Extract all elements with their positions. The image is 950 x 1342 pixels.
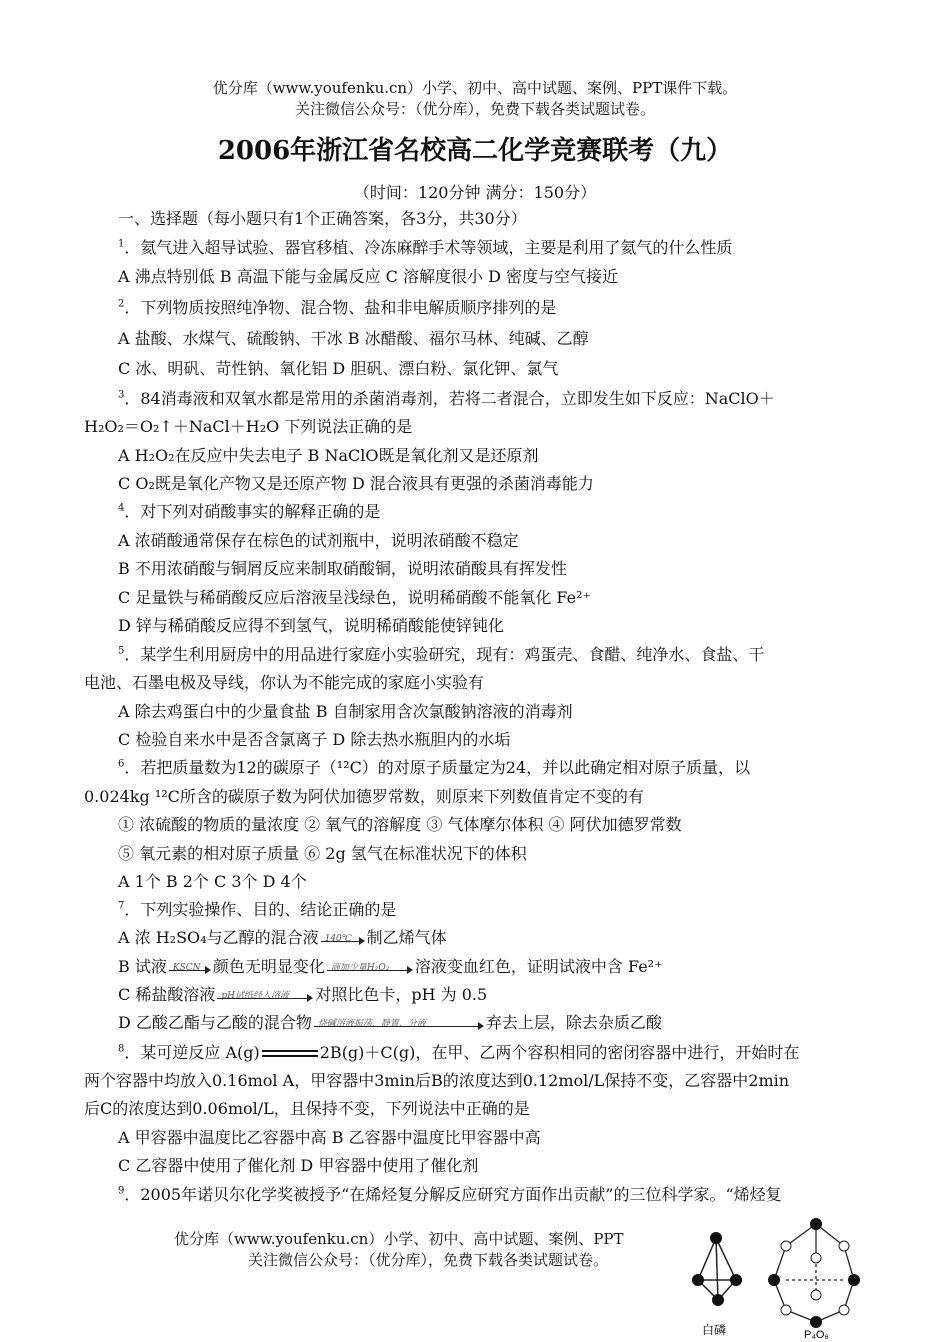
question-3: $^3$．84消毒液和双氧水都是常用的杀菌消毒剂，若将二者混合，立即发生如下反应：NaClO＋ [118, 389, 775, 408]
figure-label-p4o6: P₄O₆ [804, 1329, 829, 1340]
question-2-options-cd: C 冰、明矾、苛性钠、氧化铝 D 胆矾、漂白粉、氯化钾、氯气 [118, 359, 559, 378]
question-1: $^1$．氦气进入超导试验、器官移植、冷冻麻醉手术等领域，主要是利用了氦气的什么性质 [118, 238, 733, 257]
reaction-arrow: KSCN [169, 960, 211, 976]
reaction-arrow: pH试纸经入溶液 [217, 988, 313, 1004]
question-6-options: A 1个 B 2个 C 3个 D 4个 [118, 872, 307, 891]
question-5-options-cd: C 检验自来水中是否含氯离子 D 除去热水瓶胆内的水垢 [118, 730, 511, 749]
question-8-cont-1: 两个容器中均放入0.16mol A，甲容器中3min后B的浓度达到0.12mol/L保持不变，乙容器中2min [84, 1071, 790, 1090]
question-8: $^8$．某可逆反应 A(g) 2B(g)＋C(g)，在甲、乙两个容积相同的密闭容器中进行，开始时在 [118, 1043, 800, 1062]
question-3-options-ab: A H₂O₂在反应中失去电子 B NaClO既是氧化剂又是还原剂 [118, 446, 539, 465]
section-heading: 一、选择题（每小题只有1个正确答案，各3分，共30分） [118, 209, 527, 228]
question-7-option-b: B 试液 KSCN 颜色无明显变化 滴加少量H₂O₂ 溶液变血红色，证明试液中含 Fe²⁺ [118, 957, 663, 976]
header-line-2: 关注微信公众号：（优分库），免费下载各类试题试卷。 [294, 100, 655, 118]
white-phosphorus-structure [698, 1238, 736, 1300]
question-7-option-c: C 稀盐酸溶液 pH试纸经入溶液 对照比色卡，pH 为 0.5 [118, 985, 488, 1004]
question-4-option-b: B 不用浓硝酸与铜屑反应来制取硝酸铜，说明浓硝酸具有挥发性 [118, 559, 567, 578]
question-5-cont: 电池、石墨电极及导线，你认为不能完成的家庭小实验有 [84, 673, 485, 692]
question-9: $^9$．2005年诺贝尔化学奖被授予“在烯烃复分解反应研究方面作出贡献”的三位科学家。“烯烃复 [118, 1185, 782, 1204]
question-5-options-ab: A 除去鸡蛋白中的少量食盐 B 自制家用含次氯酸钠溶液的消毒剂 [118, 702, 573, 721]
reaction-arrow: 140℃ [321, 931, 365, 947]
footer-line-1: 优分库（www.youfenku.cn）小学、初中、高中试题、案例、PPT [174, 1230, 624, 1248]
question-6-items-1: ① 浓硫酸的物质的量浓度 ② 氧气的溶解度 ③ 气体摩尔体积 ④ 阿伏加德罗常数 [118, 815, 682, 834]
p4o6-atoms [768, 1218, 860, 1328]
question-4: $^4$．对下列对硝酸事实的解释正确的是 [118, 502, 381, 521]
question-4-option-a: A 浓硝酸通常保存在棕色的试剂瓶中，说明浓硝酸不稳定 [118, 531, 519, 550]
question-7: $^7$．下列实验操作、目的、结论正确的是 [118, 900, 397, 919]
exam-subtitle: （时间：120分钟 满分：150分） [353, 183, 597, 202]
question-8-options-ab: A 甲容器中温度比乙容器中高 B 乙容器中温度比甲容器中高 [118, 1128, 541, 1147]
equilibrium-arrow [262, 1047, 318, 1061]
question-3-options-cd: C O₂既是氧化产物又是还原产物 D 混合液具有更强的杀菌消毒能力 [118, 474, 594, 493]
question-6-items-2: ⑤ 氧元素的相对原子质量 ⑥ 2g 氢气在标准状况下的体积 [118, 844, 527, 863]
footer-line-2: 关注微信公众号：（优分库），免费下载各类试题试卷。 [248, 1251, 609, 1269]
question-4-option-c: C 足量铁与稀硝酸反应后溶液呈浅绿色，说明稀硝酸不能氧化 Fe²⁺ [118, 588, 591, 607]
question-6-cont: 0.024kg ¹²C所含的碳原子数为阿伏加德罗常数，则原来下列数值肯定不变的有 [84, 787, 644, 806]
molecule-figure [686, 1210, 876, 1340]
question-8-options-cd: C 乙容器中使用了催化剂 D 甲容器中使用了催化剂 [118, 1156, 479, 1175]
figure-label-white-phosphorus: 白磷 [702, 1323, 727, 1337]
question-5: $^5$．某学生利用厨房中的用品进行家庭小实验研究，现有：鸡蛋壳、食醋、纯净水、食盐、干 [118, 645, 765, 664]
reaction-arrow: 烧碱溶液振荡、静置、分液 [314, 1016, 484, 1032]
reaction-arrow: 滴加少量H₂O₂ [327, 960, 413, 976]
question-7-option-a: A 浓 H₂SO₄与乙醇的混合液 140℃ 制乙烯气体 [118, 928, 447, 947]
header-line-1: 优分库（www.youfenku.cn）小学、初中、高中试题、案例、PPT课件下载。 [212, 79, 738, 97]
question-7-option-d: D 乙酸乙酯与乙酸的混合物 烧碱溶液振荡、静置、分液 弃去上层，除去杂质乙酸 [118, 1013, 662, 1032]
question-8-cont-2: 后C的浓度达到0.06mol/L，且保持不变，下列说法中正确的是 [84, 1099, 530, 1118]
question-6: $^6$．若把质量数为12的碳原子（¹²C）的对原子质量定为24，并以此确定相对原子质量，以 [118, 758, 751, 777]
question-4-option-d: D 锌与稀硝酸反应得不到氢气，说明稀硝酸能使锌钝化 [118, 616, 504, 635]
question-3-cont: H₂O₂＝O₂↑＋NaCl＋H₂O 下列说法正确的是 [84, 417, 413, 436]
question-2-options-ab: A 盐酸、水煤气、硫酸钠、干冰 B 冰醋酸、福尔马林、纯碱、乙醇 [118, 329, 589, 348]
page-title: 2006年浙江省名校高二化学竞赛联考（九） [217, 136, 733, 166]
question-2: $^2$．下列物质按照纯净物、混合物、盐和非电解质顺序排列的是 [118, 298, 557, 317]
question-1-options: A 沸点特别低 B 高温下能与金属反应 C 溶解度很小 D 密度与空气接近 [118, 267, 618, 286]
